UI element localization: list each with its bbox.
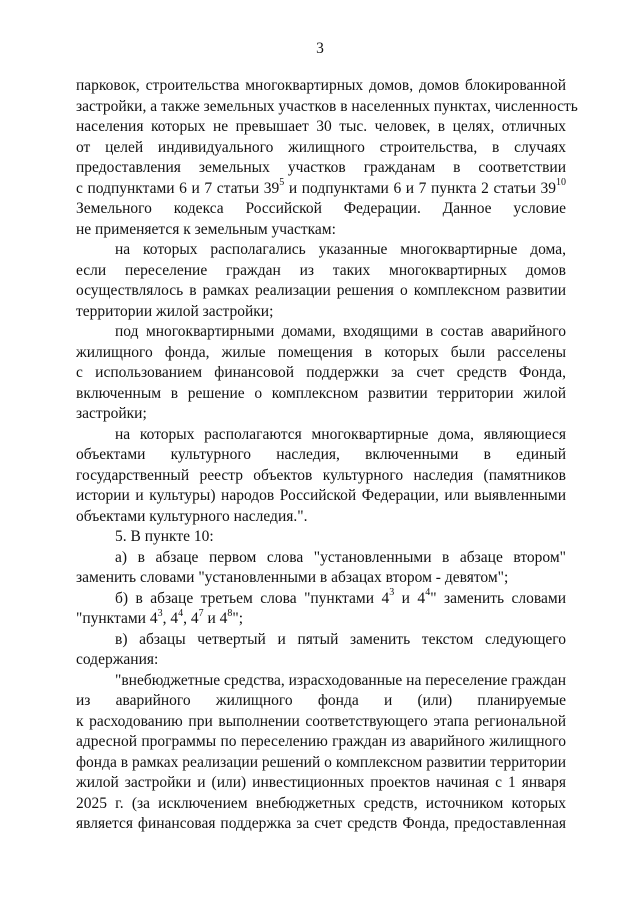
text-line: в) абзацы четвертый и пятый заменить текстом следующего [115, 630, 566, 648]
document-body [76, 76, 578, 835]
text-line: фонда в рамках реализации решений о комплексном развитии территории [76, 753, 566, 771]
text-line: государственный реестр объектов культурного наследия (памятников [76, 466, 566, 484]
text-line: территории жилой застройки; [76, 302, 274, 320]
text-line: если переселение граждан из таких многоквартирных домов [76, 261, 566, 279]
text-line: объектами культурного наследия.". [76, 507, 308, 525]
text-line: "внебюджетные средства, израсходованные на переселение граждан [115, 671, 567, 689]
text-line: к расходованию при выполнении соответствующего этапа региональной [76, 712, 566, 730]
text-line: Земельного кодекса Российской Федерации. Данное условие [76, 200, 566, 217]
text-line: под многоквартирными домами, входящими в состав аварийного [115, 323, 566, 340]
text-line: парковок, строительства многоквартирных домов, домов блокированной [76, 77, 566, 94]
text-line: осуществлялось в рамках реализации решения о комплексном развитии [76, 282, 566, 299]
text-line: предоставления земельных участков гражданам в соответствии [76, 159, 566, 176]
text-line: жилищного фонда, жилые помещения в которых были расселены [76, 343, 566, 361]
text-line: из аварийного жилищного фонда и (или) планируемые [76, 692, 566, 709]
text-line: 2025 г. (за исключением внебюджетных средств, источником которых [76, 794, 566, 812]
text-line: является финансовая поддержка за счет средств Фонда, предоставленная [76, 815, 566, 832]
page-number: 3 [316, 40, 324, 57]
text-line: населения которых не превышает 30 тыс. человек, в целях, отличных [76, 118, 566, 135]
text-line: содержания: [76, 651, 159, 668]
text-line: не применяется к земельным участкам: [76, 220, 336, 238]
text-line: "пунктами $4^3$, $4^4$, $4^7$ и $4^8$"; [76, 607, 244, 627]
text-line: заменить словами "установленными в абзацах втором - девятом"; [76, 569, 509, 586]
text-line: а) в абзаце первом слова "установленными в абзаце втором" [115, 548, 566, 566]
text-line: с использованием финансовой поддержки за счет средств Фонда, [76, 364, 566, 381]
text-line: застройки, а также земельных участков в населенных пунктах, численность [76, 97, 578, 115]
text-line: 5. В пункте 10: [115, 528, 214, 545]
text-line: истории и культуры) народов Российской Федерации, или выявленными [76, 487, 566, 504]
text-line: на которых располагаются многоквартирные дома, являющиеся [115, 425, 566, 443]
text-line: объектами культурного наследия, включенными в единый [76, 446, 566, 463]
text-line: жилой застройки и (или) инвестиционных проектов начиная с 1 января [76, 774, 566, 791]
text-line: на которых располагались указанные многоквартирные дома, [115, 241, 566, 258]
text-line: с подпунктами 6 и 7 статьи $39^5$ и подпунктами 6 и 7 пункта 2 статьи $39^{10}$ [76, 177, 567, 197]
text-line: включенным в решение о комплексном развитии территории жилой [76, 384, 566, 402]
text-line: б) в абзаце третьем слова "пунктами $4^3$ и $4^4$" заменить словами [115, 587, 567, 607]
text-line: адресной программы по переселению граждан из аварийного жилищного [76, 733, 566, 750]
text-line: застройки; [76, 405, 147, 422]
text-line: от целей индивидуального жилищного строительства, в случаях [76, 138, 566, 156]
